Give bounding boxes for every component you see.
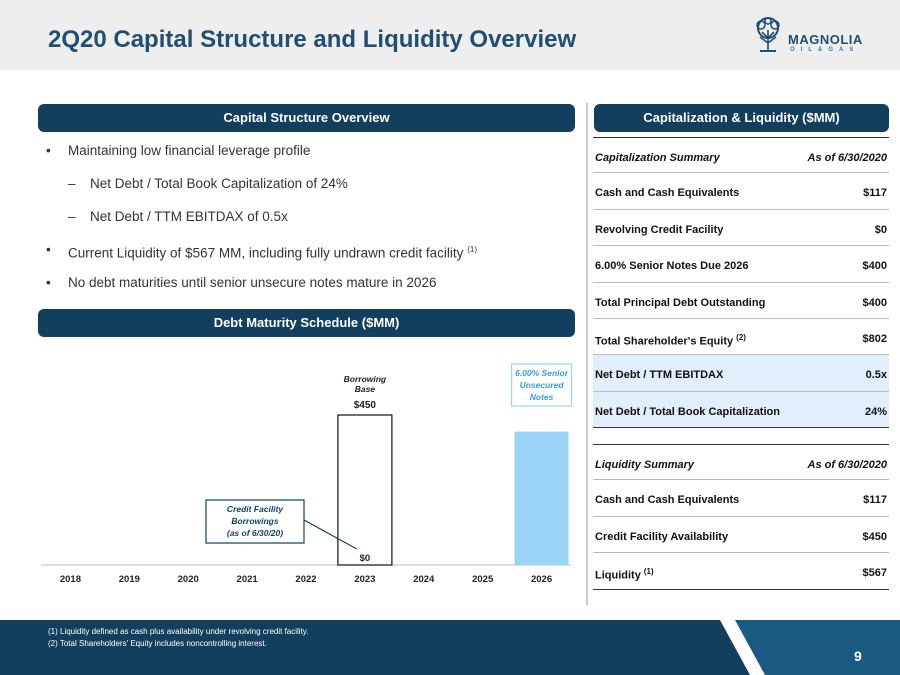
x-tick-label: 2024 xyxy=(413,574,435,585)
logo-subtitle: OIL&GAS xyxy=(790,47,860,53)
bar-6-00-senior-unsecured-notes-2026 xyxy=(515,432,569,565)
liquidity-row-value: $117 xyxy=(863,494,887,507)
senior-notes-annotation: Notes xyxy=(529,392,554,402)
column-divider xyxy=(586,103,588,605)
x-tick-label: 2019 xyxy=(118,574,140,585)
capital-structure-header: Capital Structure Overview xyxy=(38,104,575,132)
footnotes xyxy=(48,626,308,650)
x-tick-label: 2022 xyxy=(295,574,317,585)
capitalization-row-value: $400 xyxy=(862,296,887,309)
liquidity-row-label: Cash and Cash Equivalents xyxy=(595,494,740,507)
bullet-book-cap: ‒ Net Debt / Total Book Capitalization of 24% xyxy=(68,176,348,191)
x-tick-label: 2020 xyxy=(177,574,199,585)
x-tick-label: 2025 xyxy=(472,574,494,585)
credit-facility-annotation: (as of 6/30/20) xyxy=(226,528,284,538)
x-tick-label: 2026 xyxy=(530,574,553,585)
capitalization-row-label: Revolving Credit Facility xyxy=(595,223,724,236)
capitalization-row-label: 6.00% Senior Notes Due 2026 xyxy=(595,260,749,273)
borrowings-value-label: $0 xyxy=(359,553,371,564)
logo-wordmark: MAGNOLIA xyxy=(788,32,863,47)
capitalization-row-label: Total Shareholder's Equity $^{(2)}$ xyxy=(595,332,746,348)
capital-structure-bullets xyxy=(46,143,576,308)
capitalization-row xyxy=(593,210,889,246)
x-tick-label: 2018 xyxy=(59,574,82,585)
footnote-2: (2) Total Shareholders' Equity includes noncontrolling interest. xyxy=(48,639,267,648)
capitalization-row-value: $117 xyxy=(863,187,887,200)
liquidity-table xyxy=(593,444,889,590)
credit-facility-annotation: Borrowings xyxy=(231,516,279,526)
page-title: 2Q20 Capital Structure and Liquidity Overview xyxy=(48,26,577,53)
senior-notes-annotation: 6.00% Senior xyxy=(515,368,569,378)
credit-facility-annotation: Credit Facility xyxy=(226,504,284,514)
senior-notes-annotation: Unsecured xyxy=(519,380,564,390)
credit-facility-arrow xyxy=(304,520,357,549)
capitalization-row-value: 0.5x xyxy=(865,369,887,382)
debt-schedule-header: Debt Maturity Schedule ($MM) xyxy=(38,309,575,337)
borrowing-base-value-label: $450 xyxy=(353,400,377,411)
liquidity-row xyxy=(593,444,889,480)
capitalization-row-value: $802 xyxy=(862,332,887,345)
capitalization-row-value: $400 xyxy=(862,260,887,273)
capitalization-row-label: Capitalization Summary xyxy=(595,152,720,164)
cap-liquidity-header: Capitalization & Liquidity ($MM) xyxy=(594,104,889,132)
liquidity-row xyxy=(593,517,889,553)
borrowing-base-annotation: Borrowing xyxy=(343,374,387,384)
liquidity-row-label: Liquidity $^{(1)}$ xyxy=(595,567,654,582)
liquidity-row-value: $567 xyxy=(862,567,887,580)
company-logo xyxy=(750,14,875,60)
capitalization-row-label: Cash and Cash Equivalents xyxy=(595,187,740,200)
x-tick-label: 2023 xyxy=(354,574,376,585)
tree-icon xyxy=(750,16,786,56)
bullet-leverage: • Maintaining low financial leverage profile xyxy=(46,143,311,158)
capitalization-row-label: Net Debt / Total Book Capitalization xyxy=(595,405,780,418)
borrowing-base-annotation: Base xyxy=(354,384,376,394)
capitalization-row-label: Net Debt / TTM EBITDAX xyxy=(595,369,724,382)
liquidity-row xyxy=(593,553,889,589)
bullet-ebitdax: ‒ Net Debt / TTM EBITDAX of 0.5x xyxy=(68,209,288,224)
liquidity-row-label: Liquidity Summary xyxy=(595,459,695,471)
debt-maturity-chart xyxy=(36,340,576,600)
capitalization-row-label: Total Principal Debt Outstanding xyxy=(595,296,766,309)
capitalization-row-value: $0 xyxy=(874,223,887,236)
capitalization-row xyxy=(593,173,889,209)
capitalization-row xyxy=(593,283,889,319)
liquidity-row-label: Credit Facility Availability xyxy=(595,530,729,543)
capitalization-row xyxy=(593,137,889,173)
capitalization-row xyxy=(593,246,889,282)
page-number: 9 xyxy=(854,648,862,664)
capitalization-row-value: As of 6/30/2020 xyxy=(807,152,887,164)
capitalization-row xyxy=(593,355,889,391)
capitalization-row xyxy=(593,392,889,428)
bullet-maturities: • No debt maturities until senior unsecure notes mature in 2026 xyxy=(46,275,437,290)
x-tick-label: 2021 xyxy=(236,574,258,585)
bullet-liquidity: • Current Liquidity of $567 MM, including fully undrawn credit facility $^{(1)}$ xyxy=(46,242,477,261)
capitalization-row-value: 24% xyxy=(864,405,887,418)
liquidity-row-value: As of 6/30/2020 xyxy=(807,459,887,471)
capitalization-table xyxy=(593,137,889,428)
liquidity-row xyxy=(593,480,889,516)
capitalization-row xyxy=(593,319,889,355)
liquidity-row-value: $450 xyxy=(862,530,887,543)
footnote-1: (1) Liquidity defined as cash plus availability under revolving credit facility. xyxy=(48,627,309,636)
